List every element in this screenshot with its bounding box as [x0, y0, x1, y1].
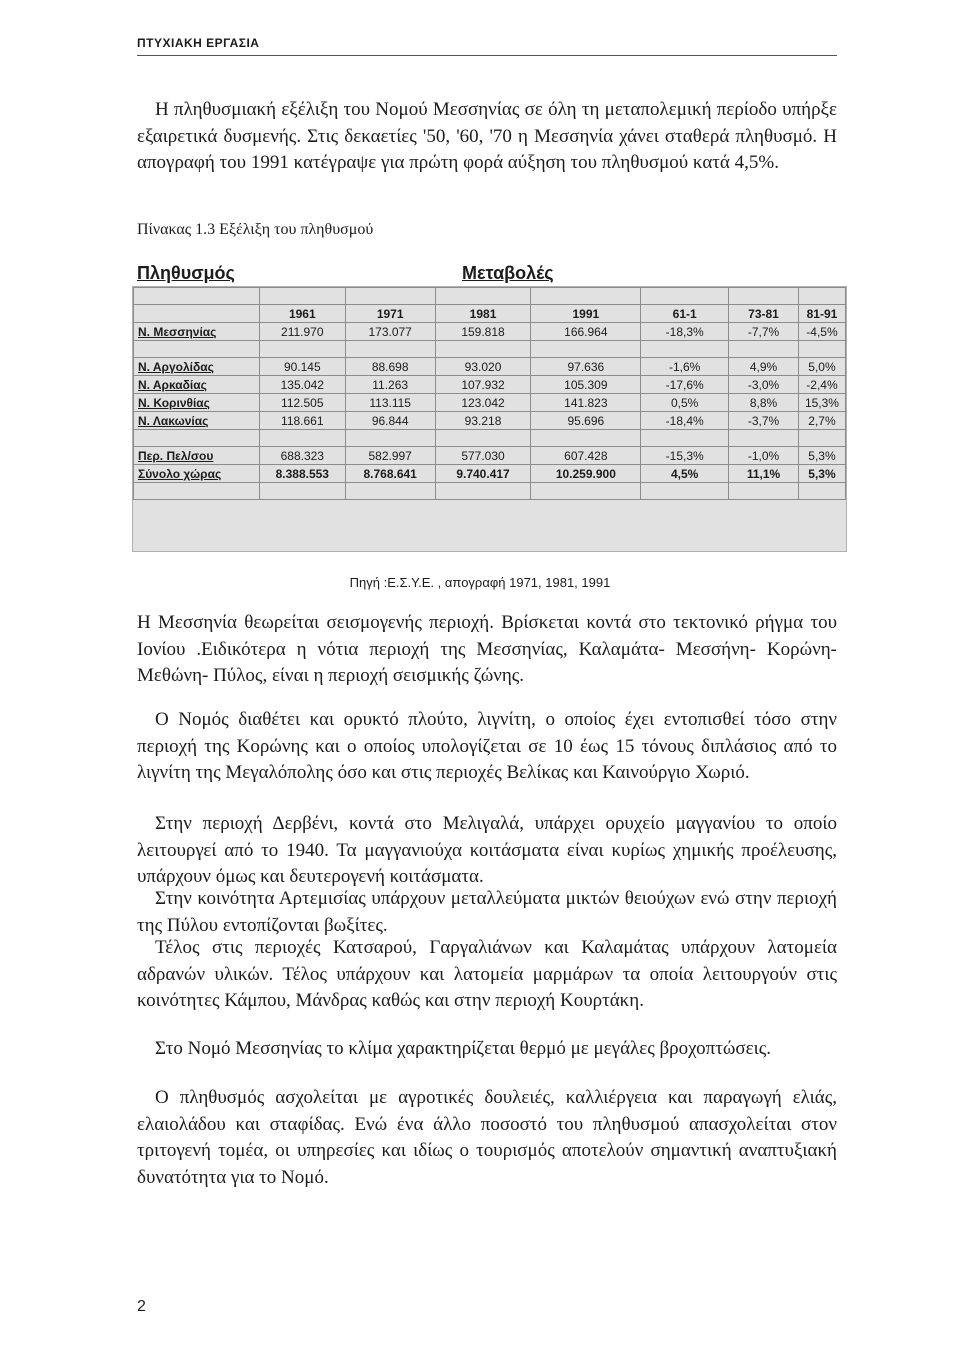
table-cell: 96.844 [345, 412, 435, 430]
table-cell: 95.696 [531, 412, 641, 430]
column-header [134, 305, 260, 323]
header-rule [137, 55, 837, 56]
table-row [134, 323, 846, 341]
table-cell: -1,0% [729, 447, 799, 465]
table-row [134, 358, 846, 376]
body-paragraph: Στην κοινότητα Αρτεμισίας υπάρχουν μεταλλεύματα μικτών θειούχων ενώ στην περιοχή της Πύλου εντοπίζονται βωξίτες. [137, 888, 837, 936]
table-cell: 112.505 [259, 394, 345, 412]
table-spacer-row [134, 288, 846, 305]
table-row [134, 412, 846, 430]
table-cell: 11.263 [345, 376, 435, 394]
table-cell: 582.997 [345, 447, 435, 465]
table-cell: 135.042 [259, 376, 345, 394]
column-header: 73-81 [729, 305, 799, 323]
population-table [132, 286, 847, 552]
table-cell: -18,4% [641, 412, 729, 430]
table-cell: 123.042 [435, 394, 531, 412]
table-cell: 11,1% [729, 465, 799, 483]
table-cell: 113.115 [345, 394, 435, 412]
table-cell: 88.698 [345, 358, 435, 376]
row-label: Ν. Κορινθίας [134, 394, 260, 412]
table-row [134, 394, 846, 412]
body-paragraph: Η Μεσσηνία θεωρείται σεισμογενής περιοχή. Βρίσκεται κοντά στο τεκτονικό ρήγμα του Ιονίου .Ειδικότερα η νότια περιοχή της Μεσσηνίας, Καλαμάτα- Μεσσήνη- Κορώνη- Μεθώνη- Πύλος, είναι η περιοχή σεισμικής ζώνης. [137, 612, 837, 686]
column-header: 1971 [345, 305, 435, 323]
body-paragraph: Ο πληθυσμός ασχολείται με αγροτικές δουλειές, καλλιέργεια και παραγωγή ελιάς, ελαιολάδου και σταφίδας. Ενώ ένα άλλο ποσοστό του πληθυσμού απασχολείται στον τριτογενή τομέα, οι υπηρεσίες και ιδίως ο τουρισμός αποτελούν σημαντική αναπτυξιακή δυνατότητα για το Νομό. [137, 1087, 837, 1188]
table-source: Πηγή :Ε.Σ.Υ.Ε. , απογραφή 1971, 1981, 1991 [349, 575, 611, 590]
table-caption: Πίνακας 1.3 Εξέλιξη του πληθυσμού [137, 221, 374, 238]
body-paragraph: Στην περιοχή Δερβένι, κοντά στο Μελιγαλά, υπάρχει ορυχείο μαγγανίου το οποίο λειτουργεί από το 1940. Τα μαγγανιούχα κοιτάσματα είναι κυρίως χημικής προέλευσης, υπάρχουν όμως και δευτερογενή κοιτάσματα. [137, 813, 837, 887]
table-cell: 15,3% [798, 394, 845, 412]
intro-paragraph: Η πληθυσμιακή εξέλιξη του Νομού Μεσσηνίας σε όλη τη μεταπολεμική περίοδο υπήρξε εξαιρετικά δυσμενής. Στις δεκαετίες '50, '60, '70 η Μεσσηνία χάνει σταθερά πληθυσμό. Η απογραφή του 1991 κατέγραψε για πρώτη φορά αύξηση του πληθυσμού κατά 4,5%. [137, 99, 837, 173]
row-label: Ν. Μεσσηνίας [134, 323, 260, 341]
table-cell: 93.020 [435, 358, 531, 376]
table-cell: -3,7% [729, 412, 799, 430]
table-cell: 688.323 [259, 447, 345, 465]
table-heading-changes: Μεταβολές [462, 263, 554, 283]
table-spacer-row [134, 430, 846, 447]
row-label: Ν. Αρκαδίας [134, 376, 260, 394]
table-cell: -2,4% [798, 376, 845, 394]
column-header: 1981 [435, 305, 531, 323]
table-cell: 4,5% [641, 465, 729, 483]
row-label: Σύνολο χώρας [134, 465, 260, 483]
table-cell: 9.740.417 [435, 465, 531, 483]
table-cell: 5,3% [798, 465, 845, 483]
page-number: 2 [137, 1298, 146, 1315]
column-header: 81-91 [798, 305, 845, 323]
table-header-row [134, 305, 846, 323]
body-paragraph: Στο Νομό Μεσσηνίας το κλίμα χαρακτηρίζεται θερμό με μεγάλες βροχοπτώσεις. [155, 1038, 771, 1059]
table-cell: -15,3% [641, 447, 729, 465]
table-cell: 0,5% [641, 394, 729, 412]
table-cell: -4,5% [798, 323, 845, 341]
table-spacer-row [134, 341, 846, 358]
table-cell: 166.964 [531, 323, 641, 341]
column-header: 61-1 [641, 305, 729, 323]
table-spacer-row [134, 483, 846, 500]
row-label: Ν. Αργολίδας [134, 358, 260, 376]
table-cell: 607.428 [531, 447, 641, 465]
document-header: ΠΤΥΧΙΑΚΗ ΕΡΓΑΣΙΑ [137, 36, 260, 50]
table-cell: -7,7% [729, 323, 799, 341]
table-cell: 107.932 [435, 376, 531, 394]
table-cell: 90.145 [259, 358, 345, 376]
table-row [134, 447, 846, 465]
table-cell: 118.661 [259, 412, 345, 430]
table-cell: -18,3% [641, 323, 729, 341]
column-header: 1961 [259, 305, 345, 323]
table-cell: 8.388.553 [259, 465, 345, 483]
row-label: Ν. Λακωνίας [134, 412, 260, 430]
table-heading-population: Πληθυσμός [137, 263, 235, 283]
table-cell: 10.259.900 [531, 465, 641, 483]
table-cell: 211.970 [259, 323, 345, 341]
table-cell: 2,7% [798, 412, 845, 430]
table-cell: 5,3% [798, 447, 845, 465]
table-cell: -1,6% [641, 358, 729, 376]
table-cell: 8,8% [729, 394, 799, 412]
table-cell: 97.636 [531, 358, 641, 376]
table-cell: 577.030 [435, 447, 531, 465]
table-cell: 159.818 [435, 323, 531, 341]
column-header: 1991 [531, 305, 641, 323]
body-paragraph: Τέλος στις περιοχές Κατσαρού, Γαργαλιάνων και Καλαμάτας υπάρχουν λατομεία αδρανών υλικών. Τέλος υπάρχουν και λατομεία μαρμάρων τα οποία λειτουργούν στις κοινότητες Κάμπου, Μάνδρας καθώς και στην περιοχή Κουρτάκη. [137, 937, 837, 1011]
table-cell: 5,0% [798, 358, 845, 376]
table-cell: 173.077 [345, 323, 435, 341]
table-row [134, 376, 846, 394]
row-label: Περ. Πελ/σου [134, 447, 260, 465]
table-cell: -17,6% [641, 376, 729, 394]
table-cell: 141.823 [531, 394, 641, 412]
table-cell: 8.768.641 [345, 465, 435, 483]
table-row-total [134, 465, 846, 483]
table-cell: 105.309 [531, 376, 641, 394]
table-cell: -3,0% [729, 376, 799, 394]
table-cell: 4,9% [729, 358, 799, 376]
body-paragraph: Ο Νομός διαθέτει και ορυκτό πλούτο, λιγνίτη, ο οποίος έχει εντοπισθεί τόσο στην περιοχή της Κορώνης και ο οποίος υπολογίζεται σε 10 έως 15 τόνους διπλάσιος από το λιγνίτη της Μεγαλόπολης όσο και στις περιοχές Βελίκας και Καινούργιο Χωριό. [137, 709, 837, 783]
table-cell: 93.218 [435, 412, 531, 430]
